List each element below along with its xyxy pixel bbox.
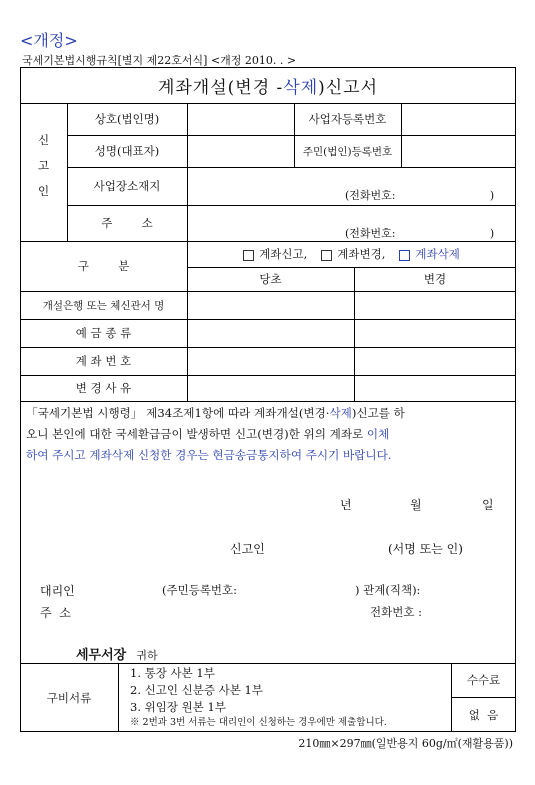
agent-phone-label: 전화번호 : [370, 605, 422, 619]
fee-value: 없 음 [468, 707, 499, 722]
document-item: 1. 통장 사본 1부 [130, 666, 215, 680]
agent-address-label: 주 소 [40, 606, 71, 620]
account-no-label: 계 좌 번 호 [75, 354, 132, 368]
title-highlight: 삭제 [283, 77, 319, 98]
classification-label: 구 분 [77, 259, 130, 273]
title-main: 계좌개설(변경 - [157, 77, 284, 98]
reason-label: 변 경 사 유 [75, 381, 132, 395]
address-label: 주 소 [101, 216, 153, 230]
agent-label: 대리인 [40, 584, 75, 598]
applicant-section-label: 신고인 [36, 133, 51, 211]
tax-office-head: 세무서장 귀하 [76, 648, 158, 663]
date-month: 월 [410, 498, 422, 512]
option-register[interactable]: 계좌신고, [243, 246, 307, 262]
document-item: 2. 신고인 신분증 사본 1부 [130, 683, 263, 697]
checkbox-icon [399, 250, 410, 261]
address-phone-label: (전화번호: ) [345, 227, 495, 240]
classification-options [187, 241, 516, 267]
company-name-label: 상호(법인명) [94, 112, 160, 126]
col-original: 당초 [259, 272, 282, 286]
fee-label: 수수료 [466, 673, 501, 687]
checkbox-icon [243, 250, 254, 261]
col-change: 변경 [423, 272, 447, 286]
title-suffix: )신고서 [318, 77, 379, 98]
option-change[interactable]: 계좌변경, [321, 246, 385, 262]
bank-label: 개설은행 또는 체신관서 명 [42, 299, 165, 312]
date-year: 년 [340, 498, 352, 512]
business-reg-label: 사업자등록번호 [308, 112, 387, 126]
revision-tag: <개정> [20, 31, 78, 50]
business-phone-label: (전화번호: ) [345, 189, 495, 202]
deposit-type-label: 예 금 종 류 [75, 326, 132, 340]
statement: 「국세기본법 시행령」 제34조제1항에 따라 계좌개설(변경·삭제)신고를 하 오니 본인에 대한 국세환급금이 발생하면 신고(변경)한 위의 계좌로 이체 하여 주시고 계좌삭제 신청한 경우는 현금송금통지하여 주시기 바랍니다. [26, 406, 405, 462]
form-title [20, 67, 516, 103]
agent-id-label: (주민등록번호: [162, 583, 238, 597]
documents-note: ※ 2번과 3번 서류는 대리인이 신청하는 경우에만 제출합니다. [130, 717, 387, 728]
resident-reg-label: 주민(법인)등록번호 [302, 145, 393, 158]
agent-relation-label: ) 관계(직책): [355, 583, 421, 597]
document-item: 3. 위임장 원본 1부 [130, 700, 226, 714]
date-day: 일 [482, 498, 494, 512]
option-delete[interactable]: 계좌삭제 [399, 246, 459, 262]
documents-label: 구비서류 [46, 690, 92, 705]
business-address-label: 사업장소재지 [93, 179, 161, 193]
paper-spec: 210㎜×297㎜(일반용지 60g/㎡(재활용품)) [298, 737, 513, 750]
documents-list [130, 665, 387, 729]
reporter-label: 신고인 [230, 542, 265, 556]
form-reference: 국세기본법시행규칙[별지 제22호서식] <개정 2010. . > [22, 54, 297, 67]
name-label: 성명(대표자) [94, 144, 160, 158]
checkbox-icon [321, 250, 332, 261]
signature-field[interactable]: (서명 또는 인) [388, 542, 463, 556]
